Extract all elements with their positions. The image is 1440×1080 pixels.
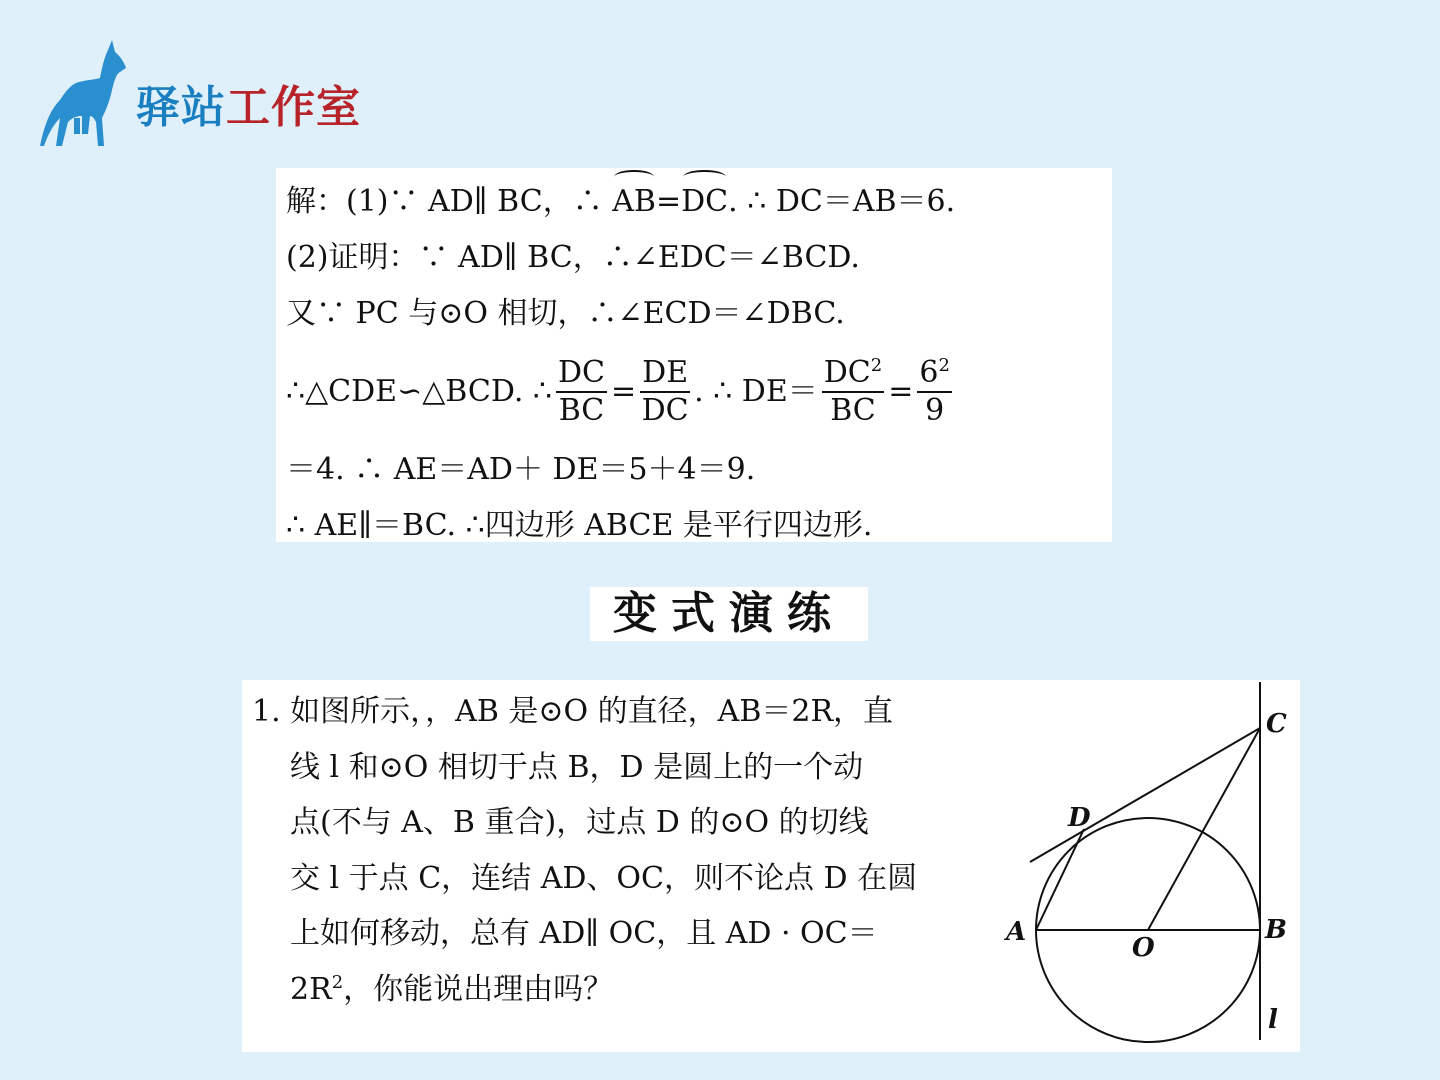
arc-dc: DC — [681, 174, 728, 230]
solution-line-5: ＝4. ∴ AE＝AD＋ DE＝5＋4＝9. — [286, 452, 756, 487]
section-title: 变式演练 — [590, 587, 868, 641]
exercise-line-5: 上如何移动，总有 AD∥ OC，且 AD · OC＝ — [290, 916, 878, 951]
fraction-62-9: $\frac{6^2}{9}$ — [919, 355, 950, 428]
solution-line-6: ∴ AE∥＝BC. ∴四边形 ABCE 是平行四边形. — [286, 508, 873, 543]
exercise-line-6: $2R^2$，你能说出理由吗？ — [290, 971, 614, 1007]
solution-line-4: ∴△CDE∽△BCD. ∴ $\frac{DC}{BC}$ = $\frac{DE}{DC}$ . ∴ DE＝ $\frac{DC^2}{BC}$ = $\frac{6^2}{9}$ — [286, 355, 950, 428]
label-c: C — [1266, 709, 1287, 739]
studio-logo — [36, 38, 361, 153]
dog-logo-icon — [36, 38, 136, 153]
solution-line-1: 解：(1)∵ AD∥ BC，∴ AB=DC. ∴ DC＝AB＝6. — [286, 174, 1112, 230]
studio-name: 驿站工作室 — [136, 82, 361, 133]
fraction-de-dc: $\frac{DE}{DC}$ — [641, 355, 689, 428]
segment-oc — [1148, 728, 1260, 930]
geometry-figure — [242, 680, 1300, 1052]
label-b: B — [1265, 915, 1287, 945]
label-a: A — [1006, 917, 1027, 947]
exercise-line-3: 点(不与 A、B 重合)，过点 D 的⊙O 的切线 — [290, 805, 869, 840]
exercise-line-2: 线 l 和⊙O 相切于点 B，D 是圆上的一个动 — [290, 749, 864, 785]
solution-panel — [276, 168, 1112, 542]
exercise-line-1: 1. 如图所示，，AB 是⊙O 的直径，AB＝2R，直 — [252, 694, 894, 729]
exercise-panel — [242, 680, 1300, 1052]
solution-line-3: 又∵ PC 与⊙O 相切，∴∠ECD＝∠DBC. — [286, 296, 845, 331]
label-l: l — [1268, 1005, 1278, 1035]
solution-line-2: (2)证明：∵ AD∥ BC，∴∠EDC＝∠BCD. — [286, 240, 860, 275]
label-o: O — [1132, 933, 1155, 963]
fraction-dc2-bc: $\frac{DC^2}{BC}$ — [823, 355, 883, 428]
fraction-dc-bc: $\frac{DC}{BC}$ — [557, 355, 605, 428]
arc-ab: AB — [612, 174, 656, 230]
label-d: D — [1068, 803, 1091, 833]
tangent-line-dc — [1030, 728, 1260, 862]
exercise-line-4: 交 l 于点 C，连结 AD、OC，则不论点 D 在圆 — [290, 860, 918, 896]
